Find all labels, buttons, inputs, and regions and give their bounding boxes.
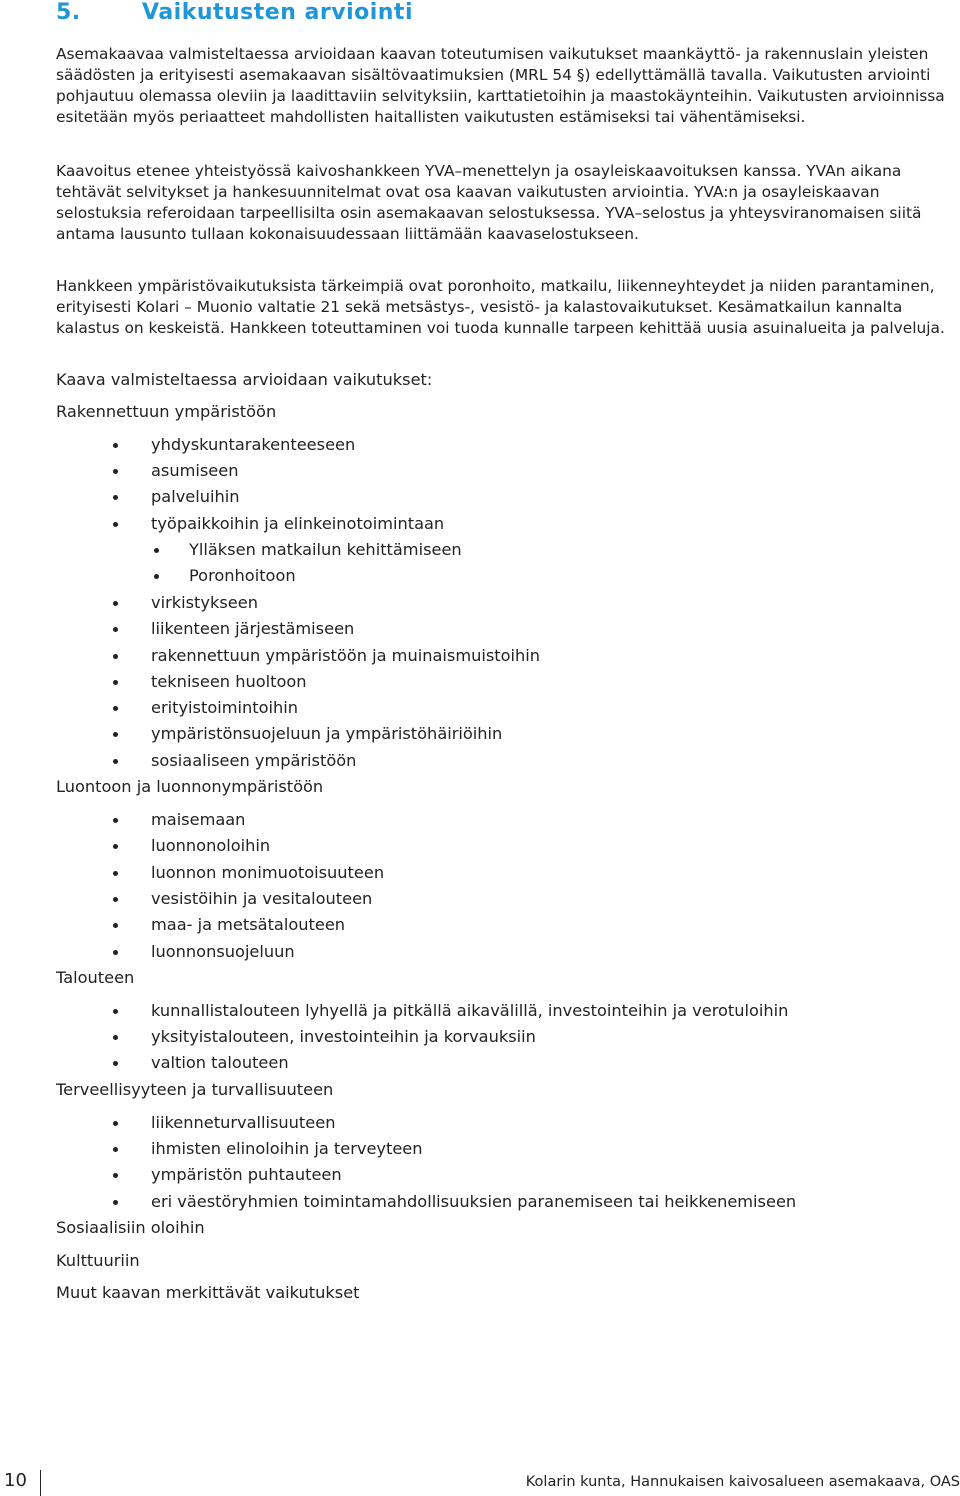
bullet-icon [113,759,118,764]
list-item: ympäristön puhtauteen [151,1165,342,1184]
list-intro: Kaava valmisteltaessa arvioidaan vaikutukset: [56,370,433,389]
bullet-icon [113,443,118,448]
list-item: kunnallistalouteen lyhyellä ja pitkällä aikavälillä, investointeihin ja verotuloihin [151,1001,789,1020]
list-item: ihmisten elinoloihin ja terveyteen [151,1139,423,1158]
bullet-icon [113,601,118,606]
list-item: yksityistalouteen, investointeihin ja korvauksiin [151,1027,536,1046]
footer-divider [40,1470,41,1496]
section-label-culture: Kulttuuriin [56,1251,140,1270]
page-number: 10 [4,1470,27,1491]
list-item: liikenteen järjestämiseen [151,619,355,638]
bullet-icon [113,1200,118,1205]
list-item: palveluihin [151,487,240,506]
section-label-nature: Luontoon ja luonnonympäristöön [56,777,324,796]
paragraph-2: Kaavoitus etenee yhteistyössä kaivoshankkeen YVA–menettelyn ja osayleiskaavoituksen kanssa. YVAn aikana tehtävät selvitykset ja hankesuunnitelmat ovat osa kaavan vaikutusten arviointia. YVA:n ja osayleiskaavan selostuksia referoidaan tarpeellisilta osin asemakaavan selostuksessa. YVA–selostus ja yhteysviranomaisen siitä antama lausunto tullaan kokonaisuudessaan liittämään kaavaselostukseen. [56,162,922,243]
section-label-other: Muut kaavan merkittävät vaikutukset [56,1283,360,1302]
list-item: valtion talouteen [151,1053,289,1072]
section-title: Vaikutusten arviointi [142,0,413,25]
section-number: 5. [56,0,81,25]
bullet-icon [113,897,118,902]
list-item: maisemaan [151,810,246,829]
bullet-icon [113,1173,118,1178]
sub-list-item: Ylläksen matkailun kehittämiseen [189,540,462,559]
bullet-icon [113,469,118,474]
list-item: luonnonsuojeluun [151,942,295,961]
list-item: työpaikkoihin ja elinkeinotoimintaan [151,514,445,533]
bullet-icon [113,706,118,711]
bullet-icon [113,844,118,849]
list-item: eri väestöryhmien toimintamahdollisuuksien paranemiseen tai heikkenemiseen [151,1192,797,1211]
sub-bullet-icon [154,574,159,579]
bullet-icon [113,732,118,737]
list-item: tekniseen huoltoon [151,672,307,691]
bullet-icon [113,680,118,685]
bullet-icon [113,1121,118,1126]
bullet-icon [113,1035,118,1040]
bullet-icon [113,950,118,955]
bullet-icon [113,1147,118,1152]
list-item: maa- ja metsätalouteen [151,915,346,934]
list-item: asumiseen [151,461,239,480]
section-label-economy: Talouteen [56,968,135,987]
section-label-built-environment: Rakennettuun ympäristöön [56,402,277,421]
bullet-icon [113,495,118,500]
list-item: ympäristönsuojeluun ja ympäristöhäiriöihin [151,724,503,743]
list-item: rakennettuun ympäristöön ja muinaismuistoihin [151,646,541,665]
bullet-icon [113,923,118,928]
list-item: yhdyskuntarakenteeseen [151,435,356,454]
footer-text: Kolarin kunta, Hannukaisen kaivosalueen asemakaava, OAS [525,1474,960,1490]
section-label-health-safety: Terveellisyyteen ja turvallisuuteen [56,1080,334,1099]
section-label-social: Sosiaalisiin oloihin [56,1218,205,1237]
section-heading [56,0,413,26]
bullet-icon [113,627,118,632]
paragraph-1: Asemakaavaa valmisteltaessa arvioidaan kaavan toteutumisen vaikutukset maankäyttö- ja rakennuslain yleisten säädösten ja erityisesti asemakaavan sisältövaatimuksien (MRL 54 §) edellyttämällä tavalla. Vaikutusten arviointi pohjautuu olemassa oleviin ja laadittaviin selvityksiin, karttatietoihin ja maastokäynteihin. Vaikutusten arvioinnissa esitetään myös periaatteet mahdollisten haitallisten vaikutusten estämiseksi tai vähentämiseksi. [56,45,945,126]
list-item: vesistöihin ja vesitalouteen [151,889,373,908]
list-item: sosiaaliseen ympäristöön [151,751,357,770]
list-item: liikenneturvallisuuteen [151,1113,336,1132]
bullet-icon [113,818,118,823]
bullet-icon [113,871,118,876]
sub-list-item: Poronhoitoon [189,566,296,585]
bullet-icon [113,522,118,527]
bullet-icon [113,654,118,659]
list-item: erityistoimintoihin [151,698,299,717]
list-item: virkistykseen [151,593,258,612]
list-item: luonnon monimuotoisuuteen [151,863,385,882]
sub-bullet-icon [154,548,159,553]
bullet-icon [113,1061,118,1066]
bullet-icon [113,1009,118,1014]
paragraph-3: Hankkeen ympäristövaikutuksista tärkeimpiä ovat poronhoito, matkailu, liikenneyhteydet ja niiden parantaminen, erityisesti Kolari – Muonio valtatie 21 sekä metsästys-, vesistö- ja kalastovaikutukset. Kesämatkailun kannalta kalastus on keskeistä. Hankkeen toteuttaminen voi tuoda kunnalle tarpeen kehittää uusia asuinalueita ja palveluja. [56,277,945,337]
list-item: luonnonoloihin [151,836,271,855]
